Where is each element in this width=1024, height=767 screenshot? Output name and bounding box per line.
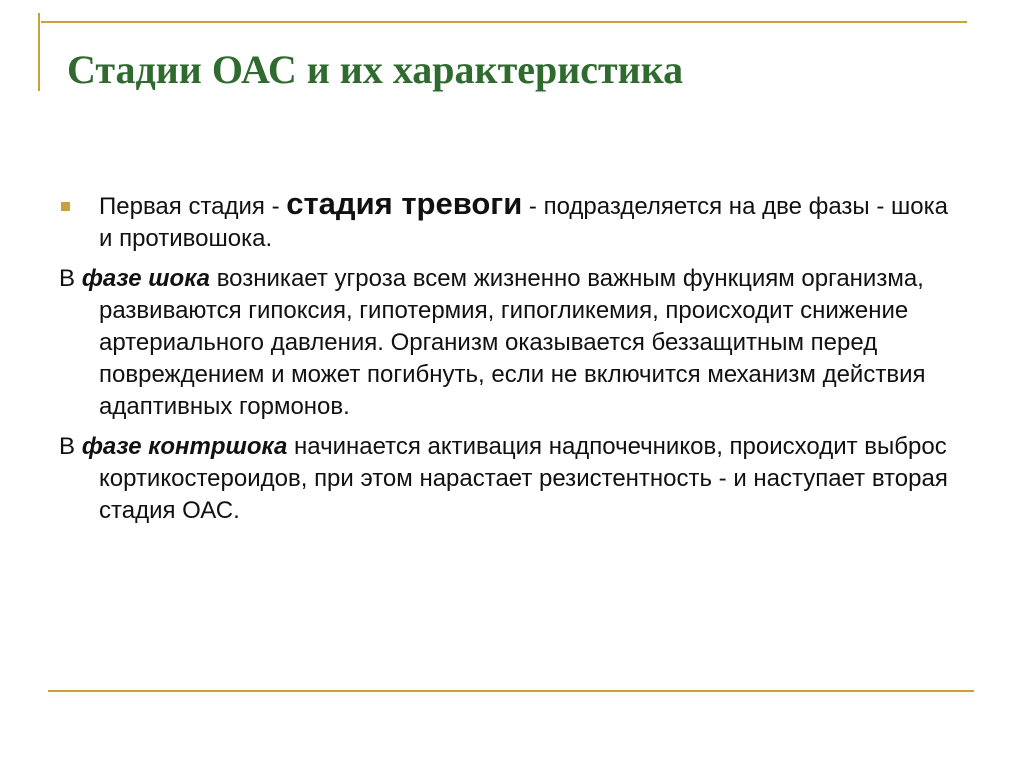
paragraph-emphasis: фазе контршока [81, 433, 288, 460]
paragraph-text: начинается активация надпочечников, происходит выброс кортикостероидов, при этом нарастает резистентность - и наступает вторая стадия ОАС. [99, 433, 948, 524]
paragraph-prefix: В [59, 265, 82, 292]
top-decorative-rule [41, 21, 967, 23]
slide-body [59, 188, 959, 527]
slide-title: Стадии ОАС и их характеристика [67, 47, 684, 92]
paragraph-shock-phase [59, 263, 959, 423]
paragraph-countershock-phase [59, 431, 959, 527]
left-decorative-rule [38, 13, 40, 91]
bullet-highlight-text: стадия тревоги [286, 186, 523, 221]
paragraph-prefix: В [59, 433, 82, 460]
paragraph-text: возникает угроза всем жизненно важным функциям организма, развиваются гипоксия, гипотермия, гипогликемия, происходит снижение артериального давления. Организм оказывается беззащитным перед повреждением и может погибнуть, если не включится механизм действия адаптивных гормонов. [99, 265, 926, 420]
bullet-rest-text: - подразделяется на две фазы - шока и противошока. [99, 193, 948, 252]
paragraph-emphasis: фазе шока [81, 265, 211, 292]
bottom-decorative-rule [48, 690, 974, 692]
square-bullet-icon [61, 202, 70, 211]
bullet-lead-text: Первая стадия - [99, 193, 287, 220]
bullet-item [59, 188, 959, 255]
